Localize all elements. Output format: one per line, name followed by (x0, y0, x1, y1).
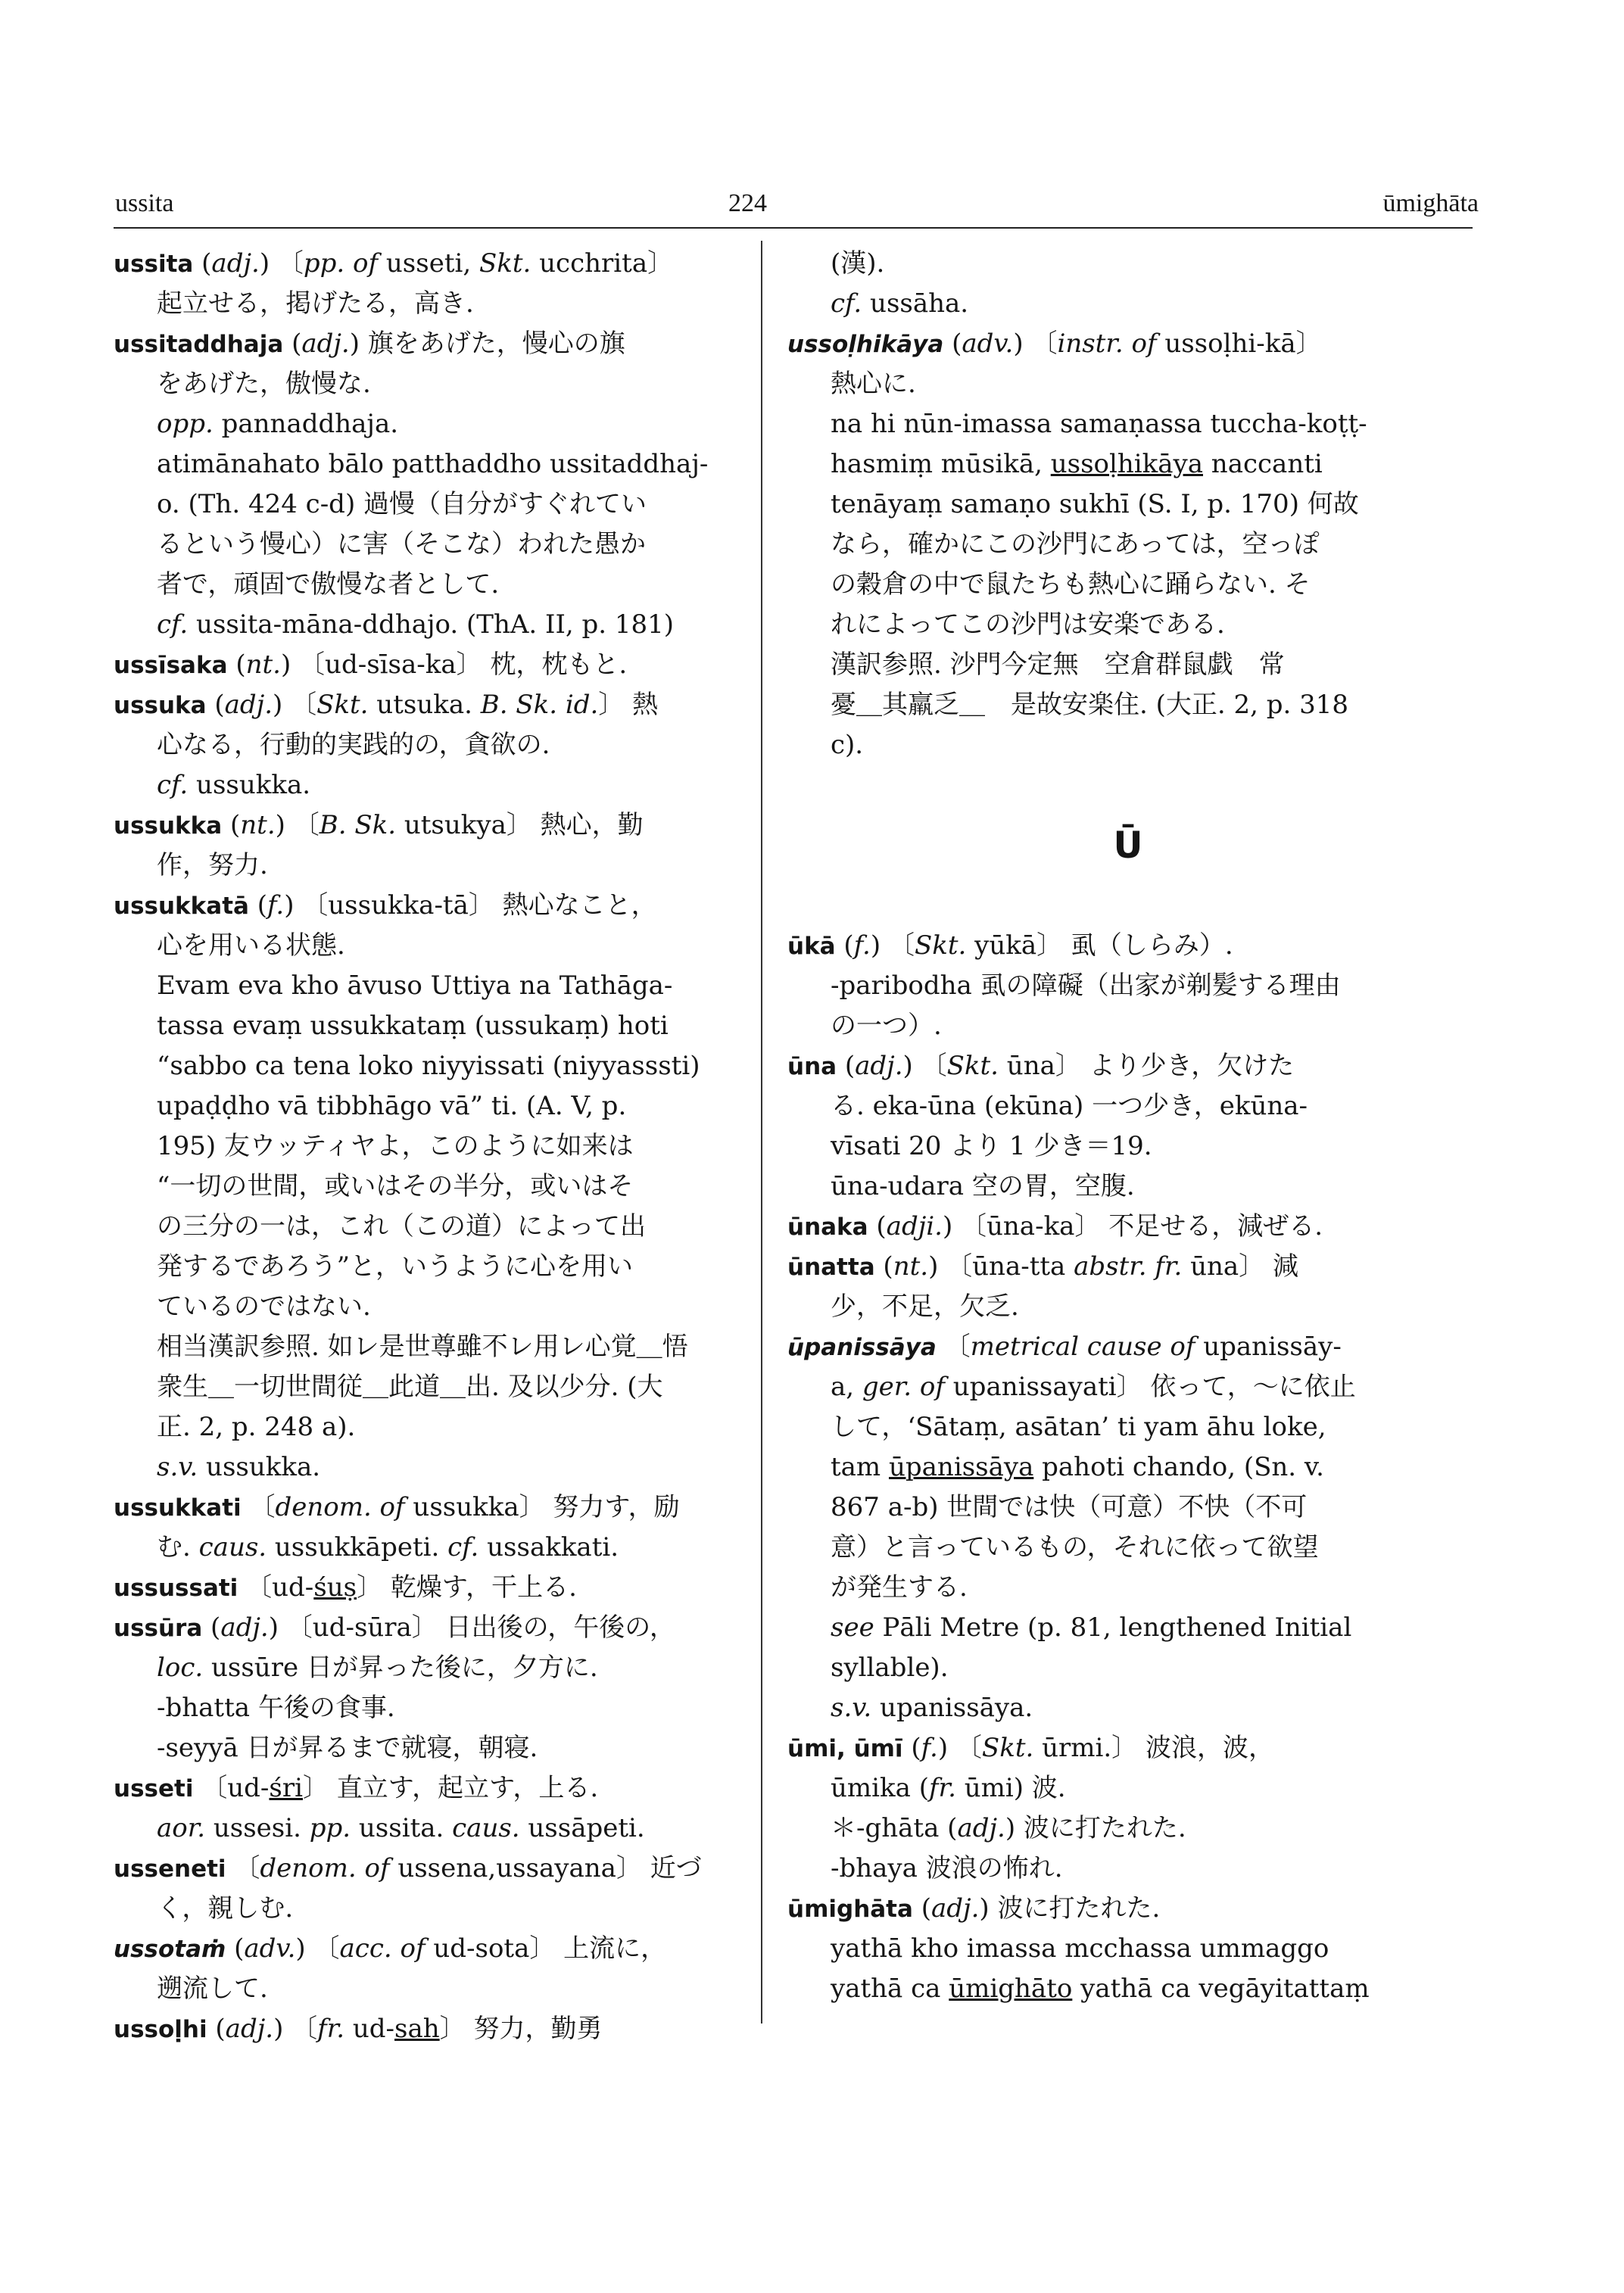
text-run: 作，努力. (157, 850, 268, 880)
entry-body-line (787, 1447, 1469, 1488)
text-run: (漢). (831, 248, 885, 279)
entry-body-line (787, 364, 1469, 404)
entry-body-line (787, 1568, 1469, 1608)
grammar-abbrev: Skt. (478, 248, 531, 279)
entry-body-line (787, 404, 1469, 444)
headword: ūkā (787, 933, 836, 960)
grammar-abbrev: loc. (157, 1653, 204, 1683)
grammar-abbrev: see (831, 1612, 874, 1643)
grammar-abbrev: acc. of (339, 1933, 425, 1964)
text-run: ) 波に打たれた. (1005, 1813, 1186, 1843)
text-run: 〔 (936, 1332, 971, 1362)
underlined-text: ussoḷhikāya (1050, 449, 1203, 479)
entry-body-line (787, 1367, 1469, 1407)
grammar-abbrev: B. Sk. id. (480, 690, 599, 720)
text-run: a, (831, 1372, 862, 1402)
entry-head-line (114, 1488, 738, 1528)
entry-body-line (114, 926, 738, 966)
entry-body-line (787, 725, 1469, 765)
text-run: ( (912, 1893, 931, 1924)
entry-body-line (114, 404, 738, 444)
text-run: 衆生＿一切世間従＿此道＿出. 及以少分. (大 (157, 1372, 663, 1402)
entry-body-line (114, 1528, 738, 1568)
text-run: ( (222, 810, 241, 840)
text-run: upanissayati〕 依って，～に依止 (944, 1372, 1356, 1402)
headword: ussitaddhaja (114, 331, 284, 358)
text-run: -bhaya 波浪の怖れ. (831, 1853, 1063, 1883)
text-run: ussukka〕 努力す，励 (404, 1492, 680, 1522)
entry-body-line (114, 1006, 738, 1046)
entry-body-line (114, 1688, 738, 1728)
headword: ussuka (114, 692, 207, 719)
text-run: ussita-māna-ddhajo. (ThA. II, p. 181) (188, 609, 675, 640)
text-run: ussena,ussayana〕 近づ (389, 1853, 702, 1883)
entry-body-line (787, 966, 1469, 1006)
entry-head-line (787, 1046, 1469, 1086)
grammar-abbrev: nt. (245, 650, 281, 680)
text-run: の一つ）. (831, 1011, 942, 1041)
headword: ussukkati (114, 1494, 242, 1522)
headword: ūnatta (787, 1254, 875, 1281)
grammar-abbrev: adj. (957, 1813, 1005, 1843)
entry-body-line (787, 1929, 1469, 1969)
text-run: ( (227, 650, 246, 680)
text-run: が発生する. (831, 1572, 968, 1603)
entry-body-line (114, 284, 738, 324)
text-run: ūna-udara 空の胃，空腹. (831, 1171, 1135, 1201)
grammar-abbrev: metrical cause of (970, 1332, 1195, 1362)
text-run: Evam eva kho āvuso Uttiya na Tathāga- (157, 970, 673, 1001)
text-run: yathā ca (831, 1974, 949, 2004)
text-run: “一切の世間，或いはその半分，或いはそ (157, 1171, 634, 1201)
grammar-abbrev: fr. (928, 1773, 956, 1803)
text-run: ucchrita〕 (531, 248, 674, 279)
underlined-text: sah (394, 2014, 440, 2044)
text-run: 〕 乾燥す，干上る. (357, 1572, 577, 1603)
grammar-abbrev: denom. of (260, 1853, 390, 1883)
grammar-abbrev: pp. of (303, 248, 379, 279)
text-run: ( (868, 1211, 887, 1242)
text-run: ( (902, 1733, 921, 1763)
entry-body-line (787, 1608, 1469, 1648)
entry-body-line (114, 725, 738, 765)
text-run: の三分の一は，これ（この道）によって出 (157, 1211, 646, 1242)
grammar-abbrev: adv. (244, 1933, 296, 1964)
entry-body-line (114, 765, 738, 805)
grammar-abbrev: cf. (831, 288, 862, 319)
text-run: ud-sota〕 上流に， (425, 1933, 667, 1964)
grammar-abbrev: cf. (157, 770, 189, 800)
grammar-abbrev: cf. (157, 609, 189, 640)
text-run: ) 〔ūna-tta (928, 1251, 1074, 1282)
text-run: -paribodha 虱の障礙（出家が剃髪する理由 (831, 970, 1341, 1001)
entry-head-line (787, 324, 1469, 364)
text-run: 正. 2, p. 248 a). (157, 1412, 356, 1442)
entry-body-line (787, 1287, 1469, 1327)
grammar-abbrev: adj. (224, 690, 273, 720)
text-run: tassa evaṃ ussukkataṃ (ussukaṃ) hoti (157, 1011, 669, 1041)
entry-head-line (114, 324, 738, 364)
entry-body-line (787, 1126, 1469, 1167)
headword: ūna (787, 1053, 837, 1080)
text-run: utsukya〕 熱心，勤 (396, 810, 644, 840)
text-run: ( (283, 329, 302, 359)
entry-body-line (787, 244, 1469, 284)
entry-body-line (114, 1367, 738, 1407)
headword: ūnaka (787, 1213, 868, 1241)
text-run: tam (831, 1452, 889, 1482)
text-run: ( (206, 690, 225, 720)
text-run: o. (Th. 424 c-d) 過慢（自分がすぐれてい (157, 489, 647, 519)
text-run: c). (831, 730, 864, 760)
running-head-left: ussita (115, 189, 174, 217)
grammar-abbrev: Skt. (316, 690, 369, 720)
entry-body-line (787, 565, 1469, 605)
text-run: ussoḷhi-kā〕 (1156, 329, 1322, 359)
text-run: 〕 熱 (598, 690, 659, 720)
entry-body-line (114, 1889, 738, 1929)
text-run: ) 〔 (275, 810, 320, 840)
text-run: syllable). (831, 1653, 949, 1683)
grammar-abbrev: adji. (886, 1211, 943, 1242)
text-run: -bhatta 午後の食事. (157, 1693, 395, 1723)
text-run: na hi nūn-imassa samaṇassa tuccha-koṭṭ- (831, 409, 1367, 439)
text-run: yathā kho imassa mcchassa ummaggo (831, 1933, 1329, 1964)
grammar-abbrev: adj. (211, 248, 260, 279)
text-run: 者で，頑固で傲慢な者として. (157, 569, 500, 600)
text-run: ) 〔ūna-ka〕 不足せる，減ぜる. (942, 1211, 1323, 1242)
grammar-abbrev: adj. (931, 1893, 980, 1924)
text-run: ussāpeti. (519, 1813, 645, 1843)
text-run: ) 〔 (937, 1733, 982, 1763)
entry-body-line (114, 1287, 738, 1327)
right-column (787, 244, 1469, 2009)
headword: ūpanissāya (787, 1334, 937, 1361)
entry-head-line (114, 886, 738, 926)
entry-head-line (787, 1889, 1469, 1929)
entry-body-line (787, 444, 1469, 484)
text-run: ているのではない. (157, 1291, 371, 1322)
entry-body-line (787, 1086, 1469, 1126)
text-run: 心なる，行動的実践的の，貪欲の. (157, 730, 550, 760)
text-run: の穀倉の中で鼠たちも熱心に踊らない. そ (831, 569, 1311, 600)
text-run: ūmika ( (831, 1773, 929, 1803)
entry-body-line (114, 1046, 738, 1086)
entry-body-line (787, 484, 1469, 525)
grammar-abbrev: abstr. fr. (1074, 1251, 1183, 1282)
entry-body-line (114, 1167, 738, 1207)
text-run: usseti, (378, 248, 479, 279)
entry-head-line (787, 1327, 1469, 1367)
underlined-text: śuṣ (313, 1572, 357, 1603)
entry-body-line (787, 1648, 1469, 1688)
page-number: 224 (728, 189, 767, 217)
spacer (787, 886, 1469, 926)
grammar-abbrev: pp. (309, 1813, 351, 1843)
entry-body-line (114, 966, 738, 1006)
text-run: ) 〔 (295, 1933, 340, 1964)
text-run: む. (157, 1532, 199, 1562)
headword: usseneti (114, 1855, 226, 1883)
text-run: ussukka. (198, 1452, 321, 1482)
text-run: Pāli Metre (p. 81, lengthened Initial (874, 1612, 1352, 1643)
grammar-abbrev: nt. (240, 810, 276, 840)
entry-body-line (787, 685, 1469, 725)
left-column (114, 244, 738, 2049)
entry-head-line (114, 1608, 738, 1648)
text-run: ) 〔ussukka-tā〕 熱心なこと， (284, 890, 657, 921)
entry-body-line (787, 1488, 1469, 1528)
grammar-abbrev: Skt. (946, 1051, 999, 1081)
text-run: ussūre 日が昇った後に，夕方に. (203, 1653, 598, 1683)
grammar-abbrev: adj. (855, 1051, 903, 1081)
grammar-abbrev: fr. (317, 2014, 345, 2044)
text-run: ) 〔 (870, 930, 915, 961)
text-run: upanissāy- (1195, 1332, 1342, 1362)
text-run: ) 〔 (1013, 329, 1058, 359)
grammar-abbrev: Skt. (981, 1733, 1034, 1763)
text-run: ūna〕 より少き，欠けた (998, 1051, 1295, 1081)
text-run: 漢訳参照. 沙門今定無 空倉群鼠戯 常 (831, 650, 1285, 680)
entry-head-line (114, 1768, 738, 1809)
grammar-abbrev: f. (853, 930, 871, 961)
entry-head-line (114, 805, 738, 846)
text-run: ( (837, 1051, 856, 1081)
entry-body-line (114, 1447, 738, 1488)
entry-head-line (114, 1568, 738, 1608)
text-run: upaḍḍho vā tibbhāgo vā” ti. (A. V, p. (157, 1091, 627, 1121)
headword: ussoḷhikāya (787, 331, 944, 358)
headword: ussīsaka (114, 652, 228, 679)
text-run: 発するであろう”と，いうように心を用い (157, 1251, 634, 1282)
grammar-abbrev: f. (267, 890, 285, 921)
text-run: 〕 直立す，起立す，上る. (303, 1773, 599, 1803)
grammar-abbrev: opp. (157, 409, 214, 439)
entry-body-line (114, 364, 738, 404)
text-run: 熱心に. (831, 369, 916, 399)
text-run: atimānahato bālo patthaddho ussitaddhaj- (157, 449, 709, 479)
text-run: 〔ud- (238, 1572, 314, 1603)
text-run: ussesi. (205, 1813, 310, 1843)
headword: usseti (114, 1775, 194, 1802)
entry-head-line (114, 685, 738, 725)
text-run: “sabbo ca tena loko niyyissati (niyyasssti) (157, 1051, 700, 1081)
entry-head-line (114, 1929, 738, 1969)
text-run: pahoti chando, (Sn. v. (1033, 1452, 1324, 1482)
text-run: ) 〔ud-sīsa-ka〕 枕，枕もと. (280, 650, 628, 680)
headword: ūmi, ūmī (787, 1735, 903, 1762)
text-run: して，‘Sātaṃ, asātan’ ti yam āhu loke, (831, 1412, 1326, 1442)
entry-body-line (787, 1528, 1469, 1568)
text-run: ussukka. (188, 770, 311, 800)
grammar-abbrev: aor. (157, 1813, 206, 1843)
grammar-abbrev: Skt. (914, 930, 967, 961)
entry-body-line (787, 525, 1469, 565)
entry-body-line (787, 1809, 1469, 1849)
text-run: 〔ud- (193, 1773, 270, 1803)
text-run: ( (207, 2014, 226, 2044)
entry-body-line (114, 1207, 738, 1247)
text-run: ussakkati. (478, 1532, 619, 1562)
headword: ussoḷhi (114, 2016, 207, 2043)
text-run: naccanti (1203, 449, 1323, 479)
entry-body-line (114, 444, 738, 484)
entry-body-line (787, 605, 1469, 645)
text-run: ( (835, 930, 854, 961)
text-run: ) 〔 (259, 248, 304, 279)
section-letter: Ū (1113, 824, 1143, 867)
text-run: ussita. (351, 1813, 453, 1843)
text-run: ) 〔 (273, 690, 317, 720)
grammar-abbrev: cf. (447, 1532, 479, 1562)
entry-body-line (114, 1126, 738, 1167)
text-run: ＊-ghāta ( (831, 1813, 958, 1843)
text-run: ūrmi.〕 波浪，波， (1033, 1733, 1274, 1763)
text-run: 〕 努力，勤勇 (439, 2014, 603, 2044)
text-run: れによってこの沙門は安楽である. (831, 609, 1225, 640)
grammar-abbrev: ger. of (862, 1372, 945, 1402)
entry-head-line (787, 926, 1469, 966)
entry-body-line (787, 1688, 1469, 1728)
entry-head-line (787, 1207, 1469, 1247)
grammar-abbrev: instr. of (1057, 329, 1157, 359)
text-run: tenāyaṃ samaṇo sukhī (S. I, p. 170) 何故 (831, 489, 1359, 519)
entry-body-line (114, 1969, 738, 2009)
text-run: pannaddhaja. (213, 409, 399, 439)
headword: ussita (114, 251, 194, 278)
headword: ūmighāta (787, 1896, 913, 1923)
text-run: ) 波に打たれた. (979, 1893, 1161, 1924)
headword: ussukkatā (114, 893, 249, 920)
text-run: ) 〔ud-sūra〕 日出後の，午後の， (268, 1612, 675, 1643)
text-run: 〔 (226, 1853, 260, 1883)
header-rule (114, 227, 1473, 229)
text-run: く，親しむ. (157, 1893, 294, 1924)
grammar-abbrev: s.v. (157, 1452, 198, 1482)
text-run: 心を用いる状態. (157, 930, 345, 961)
entry-body-line (787, 1849, 1469, 1889)
entry-body-line (787, 1407, 1469, 1447)
column-divider (761, 241, 762, 2024)
entry-body-line (114, 605, 738, 645)
text-run: ) 〔 (273, 2014, 318, 2044)
text-run: 相当漢訳参照. 如レ是世尊雖不レ用レ心覚＿悟 (157, 1332, 688, 1362)
underlined-text: śri (269, 1773, 303, 1803)
entry-body-line (114, 1648, 738, 1688)
entry-head-line (114, 2009, 738, 2049)
text-run: 〔 (241, 1492, 276, 1522)
entry-body-line (114, 484, 738, 525)
text-run: ( (202, 1612, 221, 1643)
text-run: ussukkāpeti. (267, 1532, 448, 1562)
text-run: yathā ca vegāyitattaṃ (1072, 1974, 1370, 2004)
text-run: ( (193, 248, 212, 279)
underlined-text: ūmighāto (949, 1974, 1073, 2004)
text-run: 少，不足，欠乏. (831, 1291, 1019, 1322)
underlined-text: ūpanissāya (888, 1452, 1034, 1482)
text-run: ( (943, 329, 962, 359)
entry-body-line (114, 846, 738, 886)
text-run: vīsati 20 より 1 少き＝19. (831, 1131, 1152, 1161)
headword: ussotaṁ (114, 1936, 226, 1963)
text-run: ūmi) 波. (955, 1773, 1066, 1803)
entry-head-line (114, 645, 738, 685)
text-run: 起立せる，掲げたる，高き. (157, 288, 474, 319)
text-run: 憂＿其羸乏＿ 是故安楽住. (大正. 2, p. 318 (831, 690, 1349, 720)
headword: ussukka (114, 812, 223, 840)
entry-body-line (114, 1086, 738, 1126)
text-run: ) 〔 (902, 1051, 947, 1081)
text-run: upanissāya. (871, 1693, 1033, 1723)
text-run: る. eka-ūna (ekūna) 一つ少き，ekūna- (831, 1091, 1308, 1121)
grammar-abbrev: s.v. (831, 1693, 872, 1723)
entry-head-line (114, 1849, 738, 1889)
text-run: ( (248, 890, 268, 921)
text-run: ( (874, 1251, 893, 1282)
grammar-abbrev: B. Sk. (319, 810, 397, 840)
entry-body-line (114, 1809, 738, 1849)
text-run: ud- (344, 2014, 395, 2044)
grammar-abbrev: f. (921, 1733, 938, 1763)
text-run: 195) 友ウッティヤよ，このように如来は (157, 1131, 634, 1161)
entry-body-line (114, 1247, 738, 1287)
entry-body-line (114, 1728, 738, 1768)
text-run: ) 旗をあげた，慢心の旗 (349, 329, 625, 359)
grammar-abbrev: adv. (962, 329, 1014, 359)
text-run: ūna〕 減 (1182, 1251, 1298, 1282)
grammar-abbrev: denom. of (275, 1492, 405, 1522)
headword: ussussati (114, 1575, 238, 1602)
grammar-abbrev: adj. (220, 1612, 269, 1643)
entry-body-line (114, 1407, 738, 1447)
text-run: hasmiṃ mūsikā, (831, 449, 1051, 479)
headword: ussūra (114, 1615, 203, 1642)
entry-body-line (114, 565, 738, 605)
entry-body-line (787, 1768, 1469, 1809)
entry-body-line (114, 525, 738, 565)
entry-body-line (787, 1969, 1469, 2009)
entry-head-line (787, 1728, 1469, 1768)
running-head-right: ūmighāta (1382, 189, 1479, 217)
text-run: ussāha. (862, 288, 969, 319)
text-run: をあげた，傲慢な. (157, 369, 371, 399)
entry-head-line (787, 1247, 1469, 1287)
grammar-abbrev: nt. (893, 1251, 929, 1282)
entry-body-line (787, 1167, 1469, 1207)
entry-head-line (114, 244, 738, 284)
text-run: ( (226, 1933, 245, 1964)
text-run: 意）と言っているもの，それに依って欲望 (831, 1532, 1319, 1562)
entry-body-line (787, 1006, 1469, 1046)
text-run: 867 a-b) 世間では快（可意）不快（不可 (831, 1492, 1308, 1522)
grammar-abbrev: adj. (301, 329, 350, 359)
text-run: -seyyā 日が昇るまで就寝，朝寝. (157, 1733, 538, 1763)
entry-body-line (114, 1327, 738, 1367)
text-run: utsuka. (368, 690, 481, 720)
grammar-abbrev: caus. (452, 1813, 520, 1843)
entry-body-line (787, 284, 1469, 324)
text-run: るという慢心）に害（そこな）われた愚か (157, 529, 646, 559)
text-run: 遡流して. (157, 1974, 268, 2004)
grammar-abbrev: caus. (198, 1532, 267, 1562)
grammar-abbrev: adj. (225, 2014, 274, 2044)
text-run: yūkā〕 虱（しらみ）. (966, 930, 1233, 961)
text-run: なら，確かにこの沙門にあっては，空っぽ (831, 529, 1320, 559)
entry-body-line (787, 645, 1469, 685)
